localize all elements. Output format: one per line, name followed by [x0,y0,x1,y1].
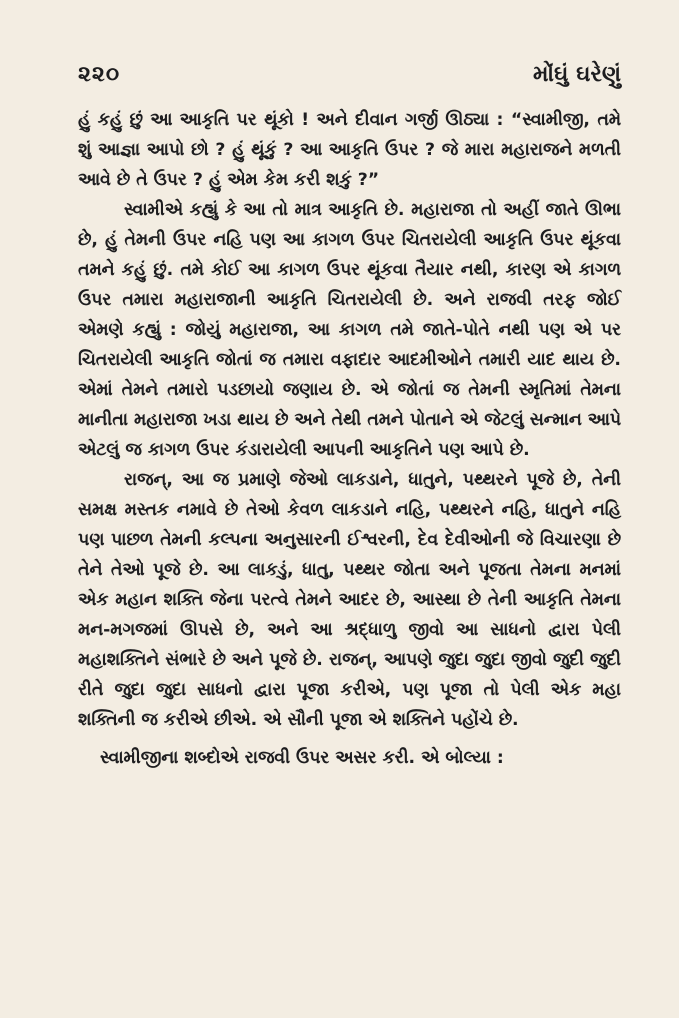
paragraph-4: સ્વામીજીના શબ્દોએ રાજવી ઉપર અસર કરી. એ બોલ્યા : [100,748,504,768]
page-body [78,105,621,773]
page-number: ૨૨૦ [78,62,121,87]
page-header [78,52,621,87]
running-title: મોંઘું ઘરેણું [533,62,621,87]
paragraph-1: હું કહું છું આ આકૃતિ પર થૂંકો ! અને દીવાન ગર્જી ઊઠ્યા : “સ્વામીજી, તમે શું આજ્ઞા આપો છો ? હું થૂંકું ? આ આકૃતિ ઉપર ? જે મારા મહારાજને મળતી આવે છે તે ઉપર ? હું એમ કેમ કરી શકું ?” [78,110,621,190]
paragraph-2: સ્વામીએ કહ્યું કે આ તો માત્ર આકૃતિ છે. મહારાજા તો અહીં જાતે ઊભા છે, હું તેમની ઉપર નહિ પણ આ કાગળ ઉપર ચિતરાયેલી આકૃતિ ઉપર થૂંકવા તમને કહું છું. તમે કોઈ આ કાગળ ઉપર થૂંકવા તૈયાર નથી, કારણ એ કાગળ ઉપર તમારા મહારાજાની આકૃતિ ચિતરાયેલી છે. અને રાજવી તરફ જોઈ એમણે કહ્યું : જોયું મહારાજા, આ કાગળ તમે જાતે-પોતે નથી પણ એ પર ચિતરાયેલી આકૃતિ જોતાં જ તમારા વફાદાર આદમીઓને તમારી યાદ થાય છે. એમાં તેમને તમારો પડછાયો જણાય છે. એ જોતાં જ તેમની સ્મૃતિમાં તેમના માનીતા મહારાજા ખડા થાય છે અને તેથી તમને પોતાને એ જેટલું સન્માન આપે એટલું જ કાગળ ઉપર કંડારાયેલી આપની આકૃતિને પણ આપે છે. [78,200,621,460]
paragraph-3: રાજન્, આ જ પ્રમાણે જેઓ લાકડાને, ધાતુને, પથ્થરને પૂજે છે, તેની સમક્ષ મસ્તક નમાવે છે તેઓ કેવળ લાકડાને નહિ, પથ્થરને નહિ, ધાતુને નહિ પણ પાછળ તેમની કલ્પના અનુસારની ઈશ્વરની, દેવ દેવીઓની જે વિચારણા છે તેને તેઓ પૂજે છે. આ લાકડું, ધાતુ, પથ્થર જોતા અને પૂજતા તેમના મનમાં એક મહાન શક્તિ જેના પરત્વે તેમને આદર છે, આસ્થા છે તેની આકૃતિ તેમના મન-મગજમાં ઊપસે છે, અને આ શ્રદ્ધાળુ જીવો આ સાધનો દ્વારા પેલી મહાશક્તિને સંભારે છે અને પૂજે છે. રાજન્, આપણે જુદા જુદા જીવો જુદી જુદી રીતે જુદા જુદા સાધનો દ્વારા પૂજા કરીએ, પણ પૂજા તો પેલી એક મહા શક્તિની જ કરીએ છીએ. એ સૌની પૂજા એ શક્તિને પહોંચે છે. [78,470,621,730]
